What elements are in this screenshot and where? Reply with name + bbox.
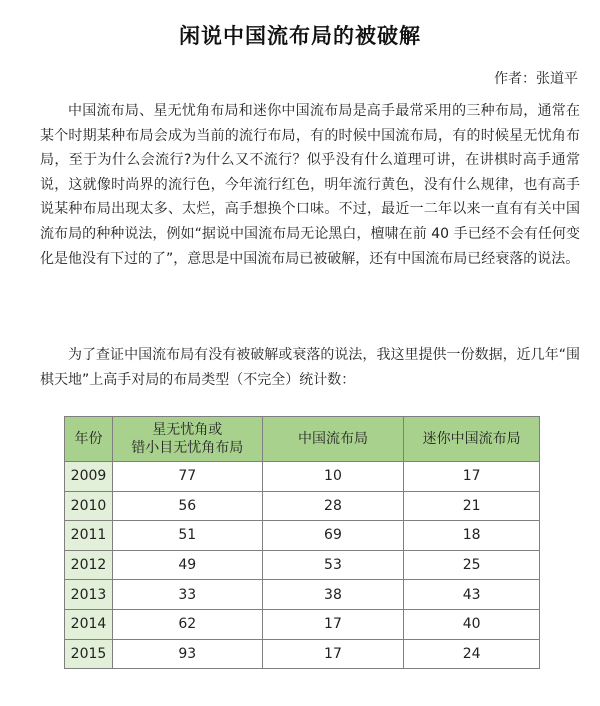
cell-mini: 17: [404, 462, 540, 492]
cell-year: 2009: [65, 462, 113, 492]
cell-mini: 18: [404, 521, 540, 551]
cell-star: 62: [112, 609, 262, 639]
cell-chinese: 10: [262, 462, 404, 492]
cell-year: 2014: [65, 609, 113, 639]
cell-mini: 43: [404, 580, 540, 610]
cell-mini: 25: [404, 550, 540, 580]
cell-chinese: 17: [262, 609, 404, 639]
header-chinese-opening: 中国流布局: [262, 417, 404, 462]
cell-mini: 40: [404, 609, 540, 639]
table-row: [65, 491, 540, 521]
table-header-row: [65, 417, 540, 462]
cell-year: 2010: [65, 491, 113, 521]
table-row: [65, 550, 540, 580]
cell-chinese: 38: [262, 580, 404, 610]
cell-year: 2012: [65, 550, 113, 580]
cell-chinese: 28: [262, 491, 404, 521]
header-star-opening: [112, 417, 262, 462]
header-star-line1: 星无忧角或: [152, 422, 223, 438]
cell-chinese: 17: [262, 639, 404, 669]
cell-year: 2013: [65, 580, 113, 610]
header-year: 年份: [65, 417, 113, 462]
cell-star: 93: [112, 639, 262, 669]
table-row: [65, 609, 540, 639]
cell-star: 51: [112, 521, 262, 551]
cell-mini: 21: [404, 491, 540, 521]
article-author: 作者：张道平: [494, 71, 578, 87]
cell-chinese: 69: [262, 521, 404, 551]
header-mini-chinese-opening: 迷你中国流布局: [404, 417, 540, 462]
table-row: [65, 521, 540, 551]
table-row: [65, 462, 540, 492]
cell-chinese: 53: [262, 550, 404, 580]
cell-star: 77: [112, 462, 262, 492]
paragraph-data-intro: 为了查证中国流布局有没有被破解或衰落的说法，我这里提供一份数据，近几年“围棋天地”上高手对局的布局类型（不完全）统计数：: [40, 347, 580, 388]
paragraph-intro: 中国流布局、星无忧角布局和迷你中国流布局是高手最常采用的三种布局，通常在某个时期某种布局会成为当前的流行布局，有的时候中国流布局，有的时候星无忧角布局，至于为什么会流行?为什么又不流行？似乎没有什么道理可讲，在讲棋时高手通常说，这就像时尚界的流行色，今年流行红色，明年流行黄色，没有什么规律，也有高手说某种布局出现太多、太烂，高手想换个口味。不过，最近一二年以来一直有有关中国流布局的种种说法，例如“据说中国流布局无论黑白，檀啸在前 40 手已经不会有任何变化是他没有下过的了”，意思是中国流布局已被破解，还有中国流布局已经衰落的说法。: [40, 103, 580, 267]
cell-star: 49: [112, 550, 262, 580]
cell-star: 56: [112, 491, 262, 521]
cell-year: 2011: [65, 521, 113, 551]
table-row: [65, 580, 540, 610]
cell-year: 2015: [65, 639, 113, 669]
cell-star: 33: [112, 580, 262, 610]
table-row: [65, 639, 540, 669]
article-title: 闲说中国流布局的被破解: [179, 24, 421, 48]
cell-mini: 24: [404, 639, 540, 669]
header-star-line2: 错小目无忧角布局: [131, 440, 244, 456]
opening-stats-table: [64, 416, 540, 669]
